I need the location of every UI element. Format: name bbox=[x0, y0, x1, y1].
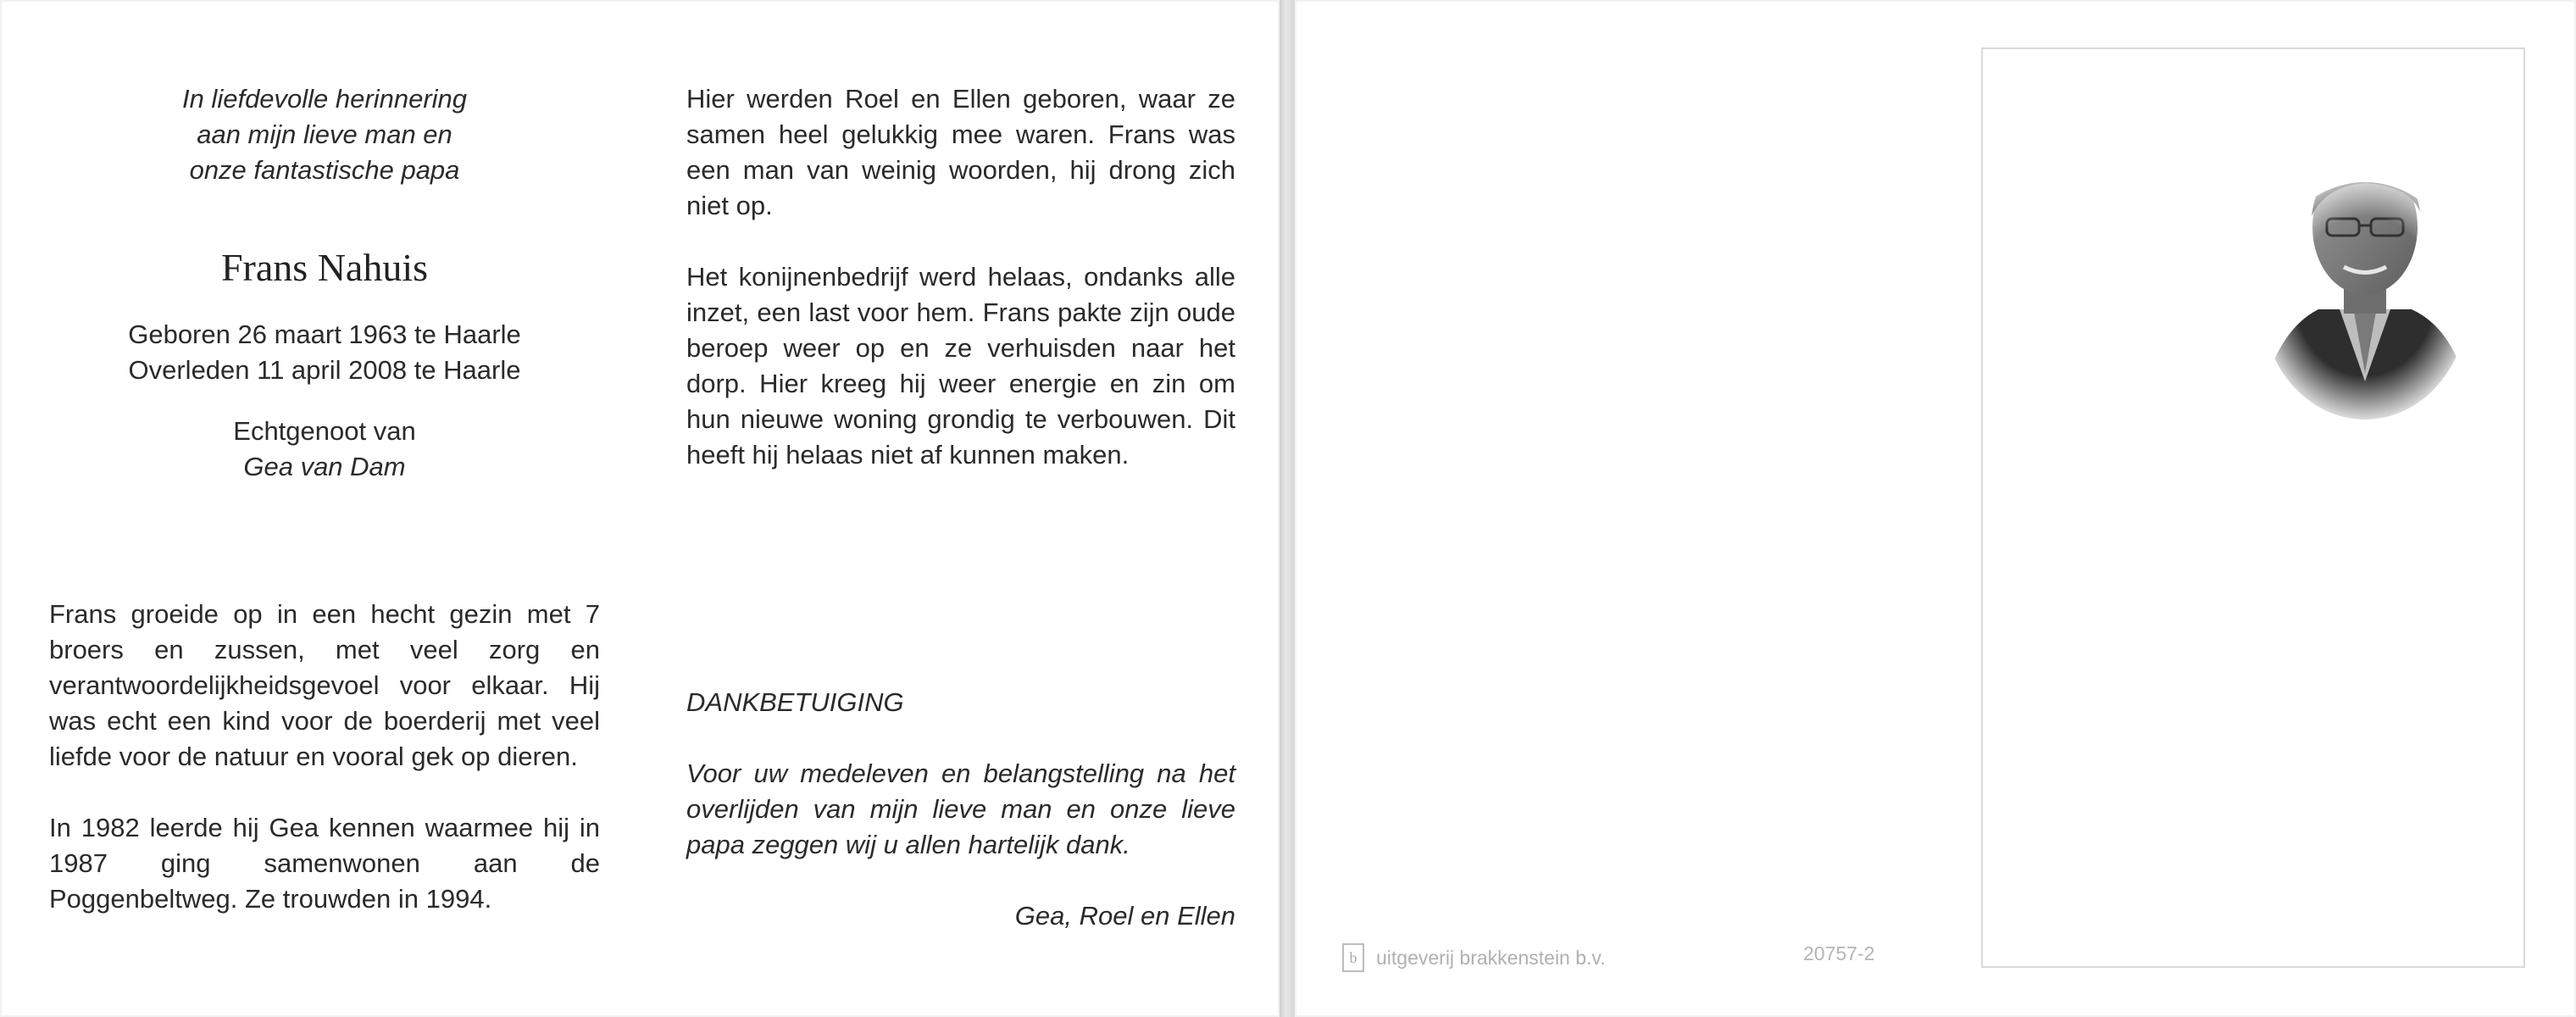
deceased-name: Frans Nahuis bbox=[220, 246, 429, 289]
print-code: 20757-2 bbox=[1803, 942, 1875, 964]
biography-paragraph-1: Frans groeide op in een hecht gezin met 7 broers en zussen, met veel zorg en verantwoordelijkheidsgevoel voor elkaar. Hij was echt een kind voor de boerderij met veel liefde voor de natuur en vooral gek op dieren. bbox=[49, 599, 600, 771]
card-fold bbox=[1280, 0, 1295, 1017]
life-dates bbox=[49, 317, 600, 388]
story-paragraph-2: Het konijnenbedrijf werd helaas, ondanks alle inzet, een last voor hem. Frans pakte zijn oude beroep weer op en ze verhuisden naar het dorp. Hier kreeg hij weer energie en zin om hun nieuwe woning grondig te verbouwen. Dit heeft hij helaas niet af kunnen maken. bbox=[686, 262, 1235, 470]
photo-frame bbox=[1981, 47, 2525, 968]
thanks-text: Voor uw medeleven en belangstelling na het overlijden van mijn lieve man en onze lieve papa zeggen wij u allen hartelijk dank. bbox=[686, 759, 1235, 859]
publisher-name: uitgeverij brakkenstein b.v. bbox=[1376, 946, 1606, 969]
death-line: Overleden 11 april 2008 te Haarle bbox=[128, 355, 521, 385]
birth-line: Geboren 26 maart 1963 te Haarle bbox=[128, 320, 521, 349]
signature: Gea, Roel en Ellen bbox=[1014, 901, 1235, 931]
thanks-heading: DANKBETUIGING bbox=[686, 687, 904, 717]
publisher-mark bbox=[1342, 941, 1606, 975]
intro-line-1: In liefdevolle herinnering bbox=[181, 84, 468, 114]
biography-paragraph-2: In 1982 leerde hij Gea kennen waarmee hij in 1987 ging samenwonen aan de Poggenbeltweg. Ze trouwden in 1994. bbox=[49, 813, 600, 914]
left-column bbox=[49, 81, 600, 917]
intro-text bbox=[49, 81, 600, 188]
intro-line-3: onze fantastische papa bbox=[189, 155, 460, 185]
story-paragraph-1: Hier werden Roel en Ellen geboren, waar ze samen heel gelukkig mee waren. Frans was een man van weinig woorden, hij drong zich niet op. bbox=[686, 84, 1235, 220]
portrait-photo bbox=[2259, 127, 2471, 449]
spouse-block bbox=[49, 414, 600, 485]
spouse-label: Echtgenoot van bbox=[233, 416, 416, 446]
publisher-logo-icon: b bbox=[1342, 943, 1364, 972]
card-inner-page bbox=[0, 0, 1280, 1017]
spouse-name: Gea van Dam bbox=[243, 452, 406, 481]
right-column bbox=[686, 81, 1235, 934]
intro-line-2: aan mijn lieve man en bbox=[197, 119, 452, 149]
